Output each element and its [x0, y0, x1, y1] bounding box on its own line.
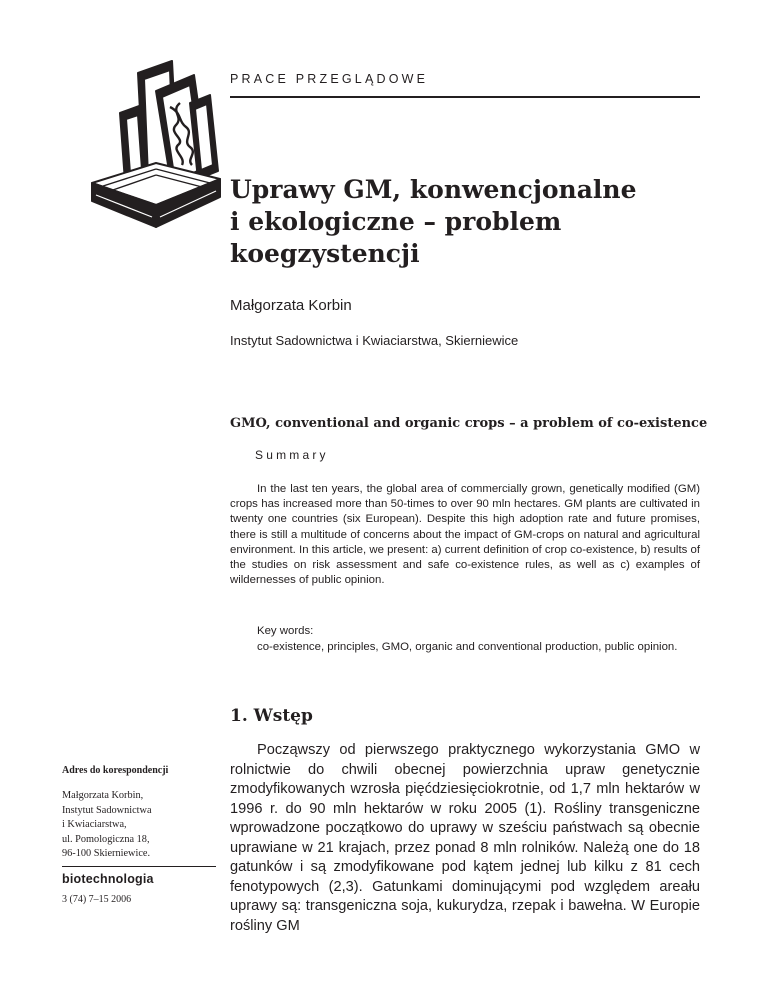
author-name: Małgorzata Korbin	[230, 297, 352, 314]
address-line: 96-100 Skierniewice.	[62, 848, 151, 860]
correspondence-address	[62, 789, 152, 862]
abstract-text: In the last ten years, the global area of commercially grown, genetically modified (GM) crops has increased more than 50-times to over 90 mln hectares. GM plants are cultivated in twenty one countries (six European). Despite this high adoption rate and future promises, there is still a multitude of concerns about the impact of GM-crops on natural and agricultural environment. In this article, we present: a) current definition of crop co-existence, b) results of the studies on risk assessment and safe co-existence rules, as well as c) examples of wildernesses of public opinion.	[230, 483, 700, 587]
journal-name: biotechnologia	[62, 872, 154, 886]
body-paragraph: Począwszy od pierwszego praktycznego wykorzystania GMO w rolnictwie do chwili obecnej powierzchnia upraw genetycznie zmodyfikowanych wzrosła pięćdziesięciokrotnie, od 1,7 mln hektarów w 1996 r. do 90 mln hektarów w roku 2005 (1). Rośliny transgeniczne wprowadzone początkowo do uprawy w sześciu państwach są obecnie uprawiane w 21 krajach, przez ponad 8 mln rolników. Należą one do 18 gatunków i są zmodyfikowane pod kątem jednej lub kilku z 81 cech fenotypowych (2,3). Gatunkami dominującymi pod względem areału uprawy są: transgeniczna soja, kukurydza, rzepak i bawełna. W Europie rośliny GM	[230, 742, 700, 934]
books-logo-icon	[86, 55, 221, 235]
author-affiliation: Instytut Sadownictwa i Kwiaciarstwa, Skierniewice	[230, 333, 519, 348]
address-line: i Kwiaciarstwa,	[62, 819, 127, 831]
section-heading: 1. Wstęp	[230, 706, 313, 726]
keywords-label: Key words:	[257, 625, 314, 637]
title-line: Uprawy GM, konwencjonalne	[230, 175, 637, 204]
title-line: i ekologiczne – problem	[230, 207, 562, 236]
article-title	[230, 174, 690, 270]
keywords-text: co-existence, principles, GMO, organic and conventional production, public opinion.	[257, 641, 678, 653]
sidebar-rule	[62, 866, 216, 867]
address-line: ul. Pomologiczna 18,	[62, 833, 150, 845]
summary-label: Summary	[255, 448, 329, 462]
address-line: Małgorzata Korbin,	[62, 790, 144, 801]
address-line: Instytut Sadownictwa	[62, 804, 152, 816]
correspondence-label: Adres do korespondencji	[62, 765, 169, 776]
title-line: koegzystencji	[230, 239, 420, 268]
journal-issue: 3 (74) 7–15 2006	[62, 894, 132, 905]
english-title: GMO, conventional and organic crops – a problem of co-existence	[230, 416, 708, 431]
section-label: PRACE PRZEGLĄDOWE	[230, 72, 429, 86]
header-rule	[230, 96, 700, 98]
